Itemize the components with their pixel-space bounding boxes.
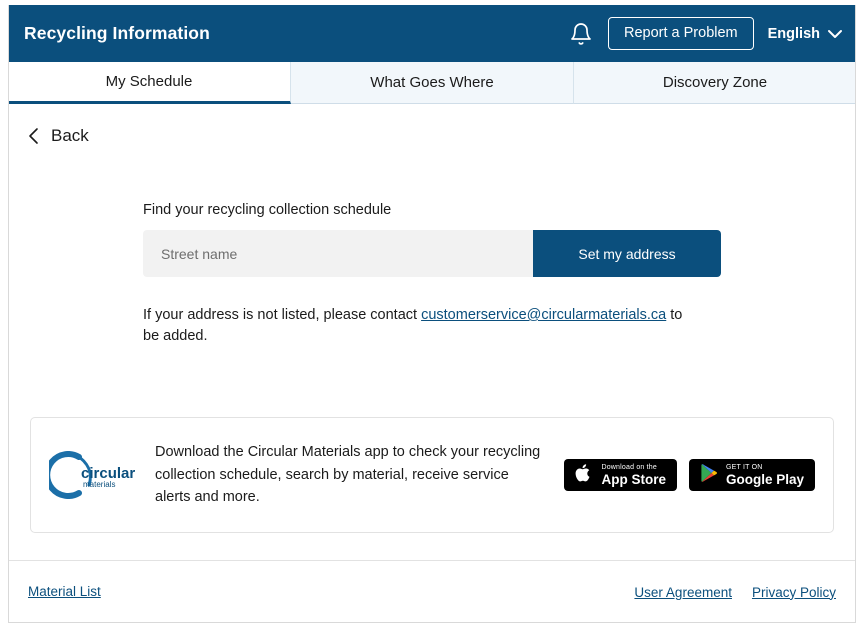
app-store-big-label: App Store xyxy=(601,471,666,487)
tab-my-schedule[interactable]: My Schedule xyxy=(8,62,291,104)
footer-left xyxy=(28,583,634,601)
address-finder xyxy=(143,202,856,346)
main-tabs xyxy=(8,62,856,104)
google-play-badge[interactable] xyxy=(689,459,815,491)
app-store-small-label: Download on the xyxy=(601,463,657,471)
language-selector[interactable] xyxy=(768,26,840,42)
app-header xyxy=(8,5,856,62)
main-content xyxy=(8,104,856,623)
privacy-policy-link[interactable]: Privacy Policy xyxy=(751,584,836,600)
user-agreement-link[interactable]: User Agreement xyxy=(634,584,732,600)
google-play-small-label: GET IT ON xyxy=(725,463,763,471)
app-store-text xyxy=(601,464,666,487)
svg-text:materials: materials xyxy=(83,480,116,489)
google-play-icon xyxy=(700,463,718,488)
apple-icon xyxy=(575,462,593,489)
header-actions xyxy=(568,17,840,50)
language-label: English xyxy=(767,25,820,42)
address-input-group xyxy=(143,230,721,277)
customer-service-email-link[interactable]: customerservice@circularmaterials.ca xyxy=(421,307,667,323)
back-button[interactable] xyxy=(8,104,118,146)
report-a-problem-button[interactable]: Report a Problem xyxy=(608,17,754,50)
chevron-down-icon xyxy=(827,27,840,40)
footer-right xyxy=(634,585,836,600)
app-promo-card xyxy=(30,417,834,533)
page-footer xyxy=(8,560,856,623)
notice-prefix: If your address is not listed, please contact xyxy=(143,307,422,323)
bell-icon[interactable] xyxy=(568,20,594,48)
svg-text:circular: circular xyxy=(81,465,136,482)
back-label: Back xyxy=(51,126,89,145)
address-not-listed-notice xyxy=(143,305,699,346)
tab-discovery-zone[interactable]: Discovery Zone xyxy=(574,62,856,104)
store-badges xyxy=(564,459,815,491)
tab-what-goes-where[interactable]: What Goes Where xyxy=(291,62,574,104)
notice-suffix: to be added. xyxy=(143,307,683,344)
finder-heading: Find your recycling collection schedule xyxy=(143,202,392,218)
page-title: Recycling Information xyxy=(24,23,210,43)
promo-text: Download the Circular Materials app to check your recycling collection schedule, search by material, receive service alerts and more. xyxy=(155,444,541,506)
circular-materials-logo xyxy=(43,451,155,499)
google-play-big-label: Google Play xyxy=(725,471,804,487)
google-play-text xyxy=(726,464,804,487)
material-list-link[interactable]: Material List xyxy=(28,584,101,599)
set-my-address-button[interactable]: Set my address xyxy=(533,230,721,277)
app-store-badge[interactable] xyxy=(564,459,677,491)
street-name-input[interactable] xyxy=(143,230,533,277)
chevron-left-icon xyxy=(28,127,40,145)
